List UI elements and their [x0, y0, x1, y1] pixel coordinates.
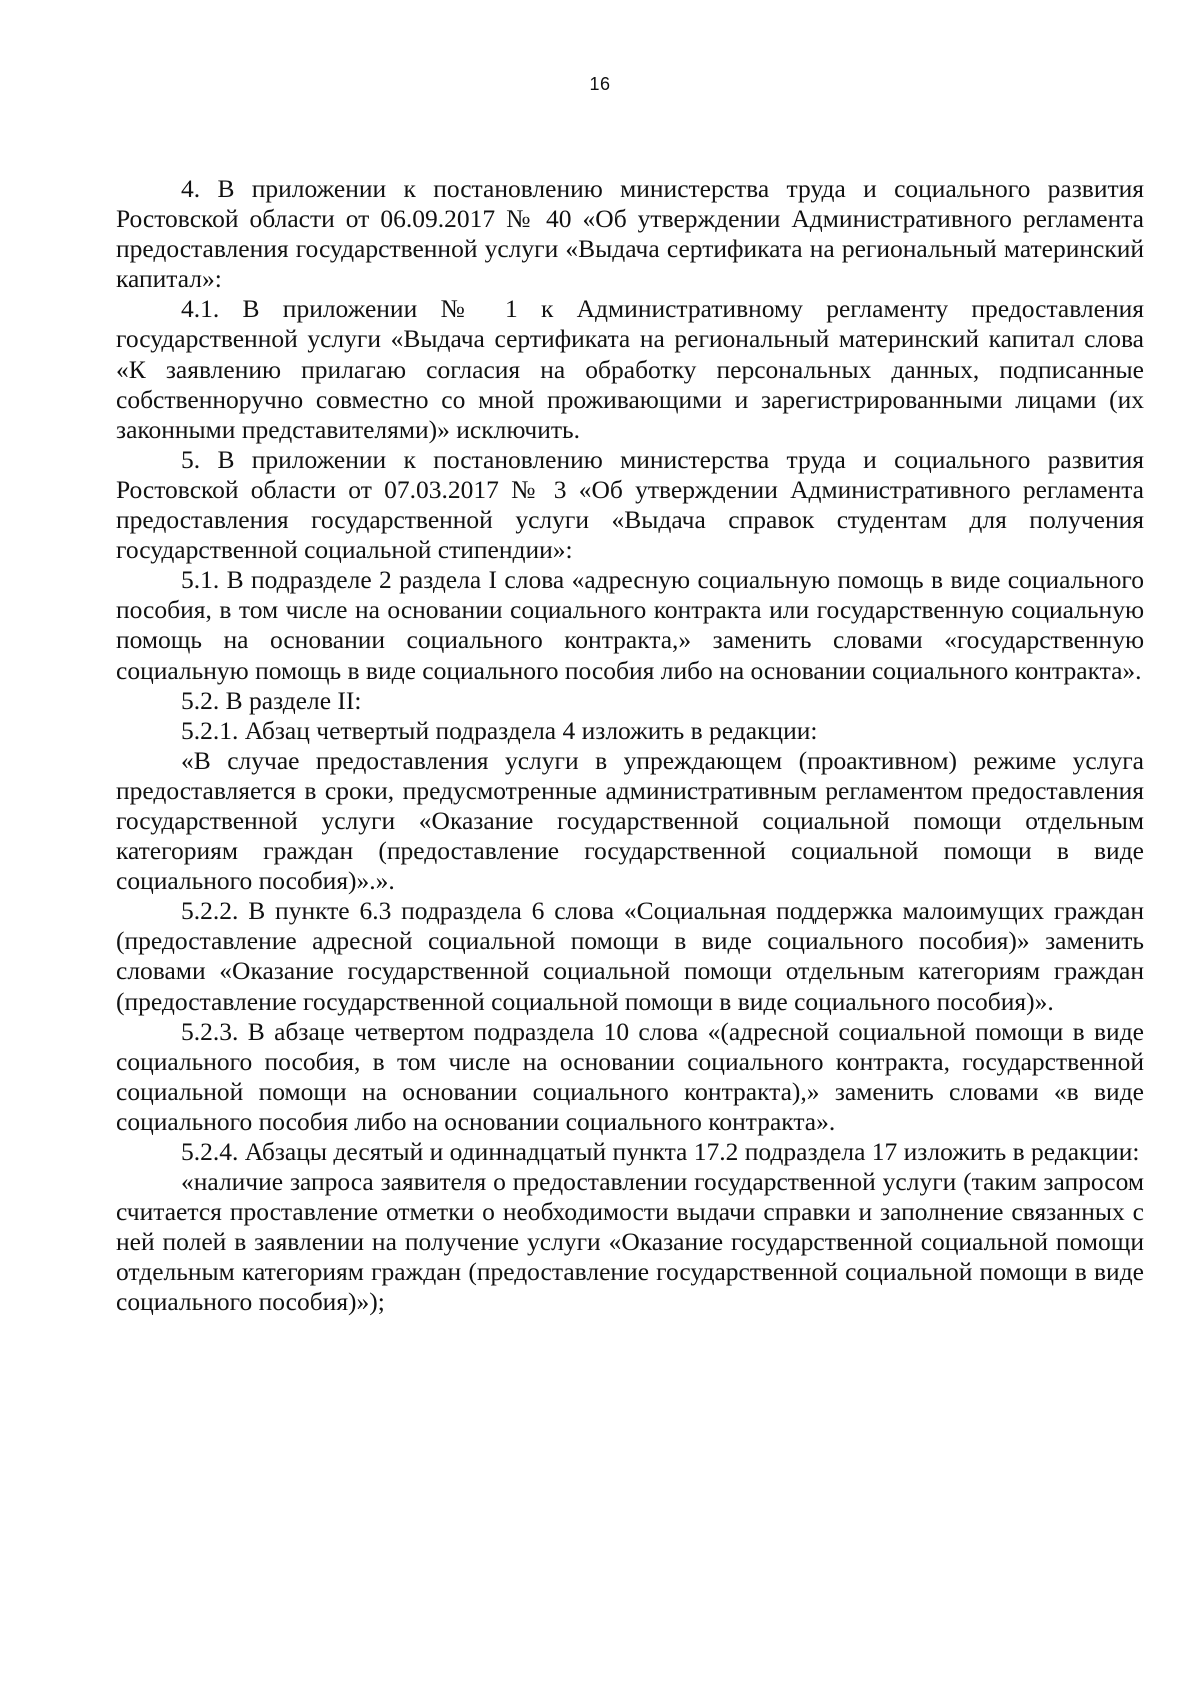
paragraph-5: 5. В приложении к постановлению министерства труда и социального развития Ростовской области от 07.03.2017 № 3 «Об утверждении Административного регламента предоставления государственной услуги «Выдача справок студентам для получения государственной социальной стипендии»: [116, 444, 1144, 565]
paragraph-4: 4. В приложении к постановлению министерства труда и социального развития Ростовской области от 06.09.2017 № 40 «Об утверждении Административного регламента предоставления государственной услуги «Выдача сертификата на региональный материнский капитал»: [116, 174, 1144, 294]
paragraph-5-2-4: 5.2.4. Абзацы десятый и одиннадцатый пункта 17.2 подраздела 17 изложить в редакции: [181, 1137, 1140, 1166]
paragraph-5-2-3: 5.2.3. В абзаце четвертом подраздела 10 слова «(адресной социальной помощи в виде социального пособия, в том числе на основании социального контракта, государственной социальной помощи на основании социального контракта),» заменить словами «в виде социального пособия либо на основании социального контракта». [116, 1016, 1144, 1136]
quoted-paragraph-proactive-mode: «В случае предоставления услуги в упреждающем (проактивном) режиме услуга предоставляется в сроки, предусмотренные административным регламентом предоставления государственной услуги «Оказание государственной социальной помощи отдельным категориям граждан (предоставление государственной социальной помощи в виде социального пособия)».». [116, 745, 1144, 896]
paragraph-5-1: 5.1. В подразделе 2 раздела I слова «адресную социальную помощь в виде социального пособия, в том числе на основании социального контракта или государственную социальную помощь на основании социального контракта,» заменить словами «государственную социальную помощь в виде социального пособия либо на основании социального контракта». [116, 565, 1144, 685]
page-number: 16 [589, 74, 611, 94]
paragraph-5-2-1: 5.2.1. Абзац четвертый подраздела 4 изложить в редакции: [181, 715, 818, 745]
paragraph-5-2-2: 5.2.2. В пункте 6.3 подраздела 6 слова «Социальная поддержка малоимущих граждан (предоставление адресной социальной помощи в виде социального пособия)» заменить словами «Оказание государственной социальной помощи отдельным категориям граждан (предоставление государственной социальной помощи в виде социального пособия)». [116, 896, 1144, 1016]
quoted-paragraph-request: «наличие запроса заявителя о предоставлении государственной услуги (таким запросом считается проставление отметки о необходимости выдачи справки и заполнение связанных с ней полей в заявлении на получение услуги «Оказание государственной социальной помощи отдельным категориям граждан (предоставление государственной социальной помощи в виде социального пособия)»); [116, 1167, 1144, 1317]
document-body [116, 174, 1144, 1318]
paragraph-5-2: 5.2. В разделе II: [181, 685, 362, 715]
paragraph-4-1: 4.1. В приложении № 1 к Административному регламенту предоставления государственной услуги «Выдача сертификата на региональный материнский капитал слова «К заявлению прилагаю согласия на обработку персональных данных, подписанные собственноручно совместно со мной проживающими и зарегистрированными лицами (их законными представителями)» исключить. [116, 294, 1144, 444]
